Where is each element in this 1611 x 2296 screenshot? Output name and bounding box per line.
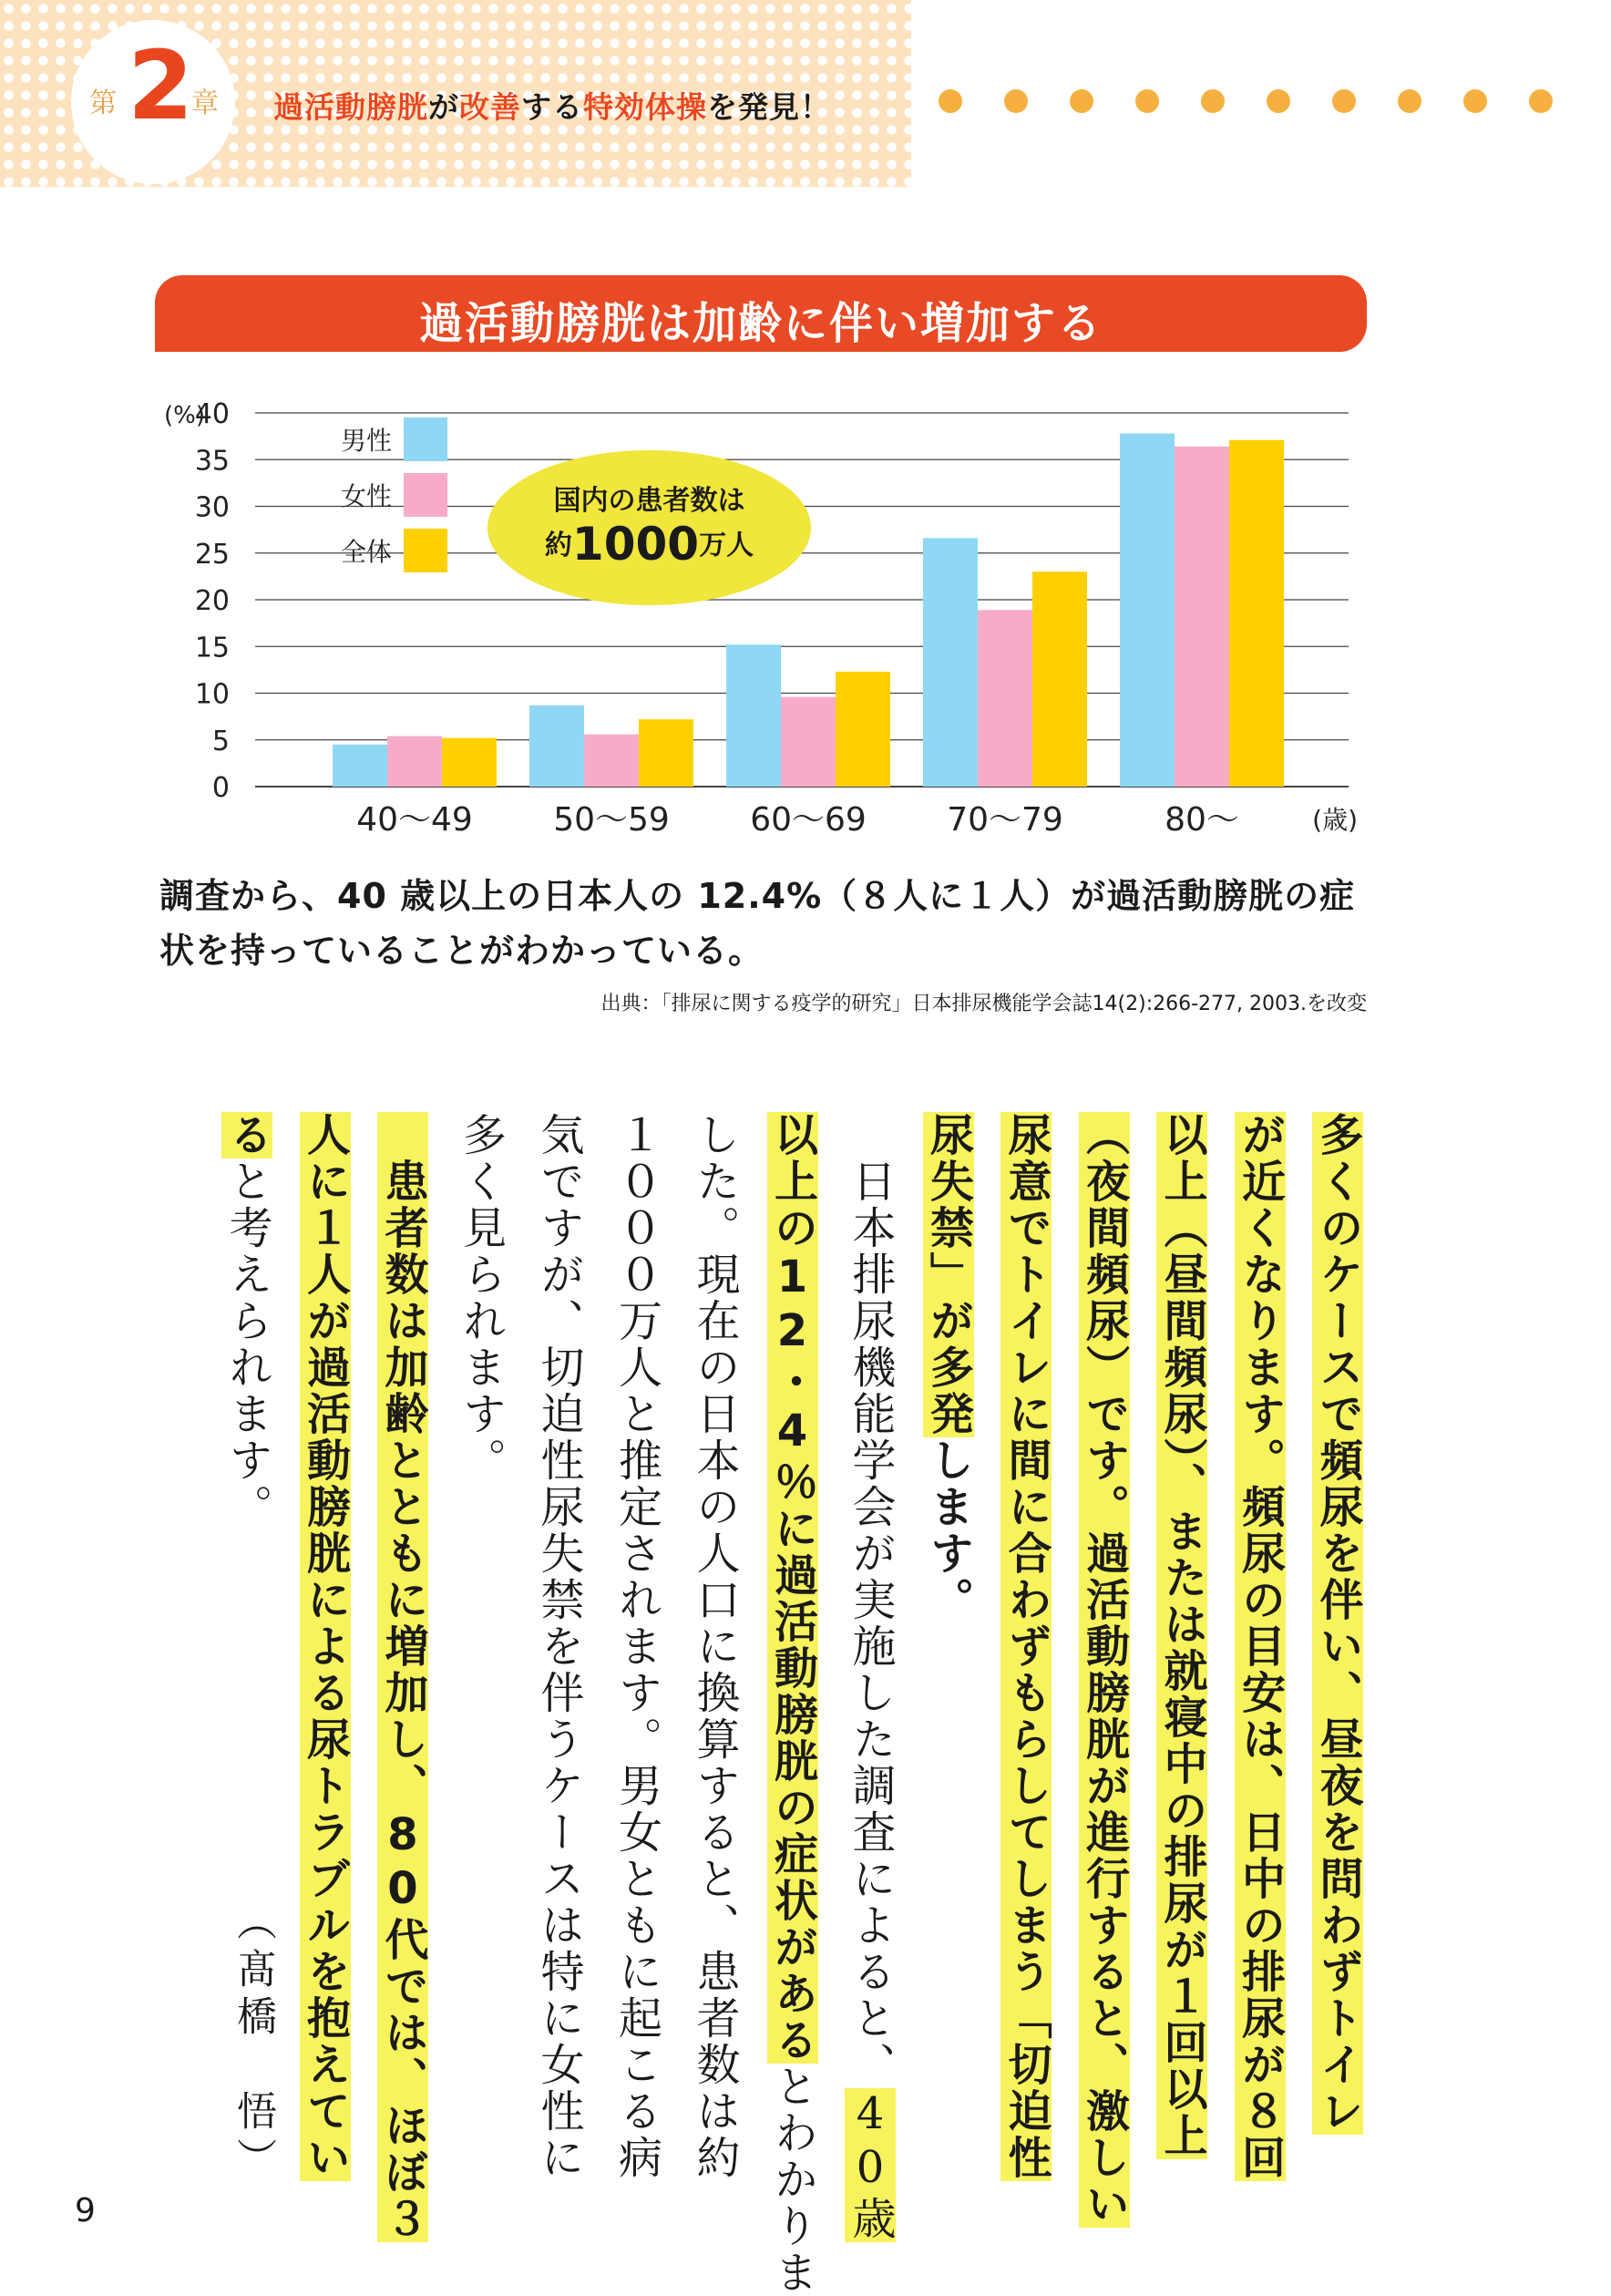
x-tick-label: 80〜 [1165, 801, 1239, 839]
bar-女性-60〜69 [781, 697, 836, 787]
y-tick-label: 5 [211, 725, 230, 757]
bar-全体-50〜59 [639, 719, 693, 787]
legend-swatch-全体 [404, 529, 447, 572]
legend-label: 男性 [340, 426, 392, 456]
y-tick-label: 15 [194, 632, 230, 664]
x-axis-unit: (歳) [1312, 805, 1358, 835]
author-credit: （髙橋 悟） [230, 1900, 276, 2185]
body-column [923, 1112, 974, 2206]
body-text-segment: 日本排尿機能学会が実施した調査によると、 [845, 1112, 896, 2088]
bar-男性-50〜59 [529, 705, 584, 787]
body-column [1078, 1112, 1130, 2228]
highlighted-text: （夜間頻尿）です。過活動膀胱が進行すると、激しい [1078, 1112, 1130, 2228]
y-axis-unit: (%) [164, 402, 205, 429]
legend-label: 女性 [340, 481, 392, 511]
body-column [1235, 1112, 1286, 2206]
legend-label: 全体 [340, 537, 392, 567]
body-text-segment: １０００万人と推定されます。男女ともに起こる病 [611, 1112, 662, 2181]
bar-全体-40〜49 [442, 738, 497, 787]
chapter-suffix: 章 [191, 88, 219, 119]
bar-男性-60〜69 [726, 644, 781, 787]
y-tick-label: 25 [194, 538, 230, 571]
highlighted-text: 人に１人が過活動膀胱による尿トラブルを抱えてい [299, 1112, 351, 2181]
highlighted-text: 尿失禁」が多発 [922, 1112, 974, 1437]
body-column [689, 1112, 740, 2206]
chapter-title: 過活動膀胱が改善する特効体操を発見！ [273, 89, 831, 125]
body-column [1312, 1112, 1363, 2206]
body-column [300, 1112, 351, 2206]
y-tick-label: 30 [194, 491, 230, 524]
callout-line2: 約1000万人 [544, 518, 754, 571]
y-tick-label: 10 [194, 678, 230, 711]
highlighted-text: 以上の12・4％に過活動膀胱の症状がある [766, 1112, 818, 2064]
legend-swatch-男性 [404, 417, 447, 461]
body-column [1000, 1112, 1052, 2206]
body-text-segment: します。 [922, 1437, 974, 1623]
bar-男性-40〜49 [333, 745, 387, 787]
bar-女性-50〜59 [584, 735, 639, 787]
highlighted-text: 患者数は加齢とともに増加し、80代では、ほぼ３ [377, 1112, 428, 2242]
chart-caption-line1: 調査から、40 歳以上の日本人の 12.4%（８人に１人）が過活動膀胱の症 [159, 876, 1356, 916]
page-number: 9 [75, 2192, 96, 2229]
x-tick-label: 50〜59 [553, 801, 670, 839]
body-column [533, 1112, 584, 2206]
y-tick-label: 35 [194, 445, 230, 478]
y-tick-label: 40 [194, 398, 230, 430]
x-tick-label: 60〜69 [750, 801, 867, 839]
chapter-prefix: 第 [89, 88, 117, 119]
chart-caption-line2: 状を持っていることがわかっている。 [159, 931, 764, 971]
chapter-number: 2 [128, 30, 194, 141]
y-tick-label: 20 [194, 585, 230, 617]
highlighted-text: 多くのケースで頻尿を伴い、昼夜を問わずトイレ [1312, 1112, 1363, 2135]
body-text-segment: とわかりま [766, 2064, 818, 2296]
highlighted-text: る [221, 1112, 272, 1158]
body-text-segment: した。現在の日本の人口に換算すると、患者数は約 [689, 1112, 740, 2181]
source-citation: 出典：「排尿に関する疫学的研究」日本排尿機能学会誌14(2):266-277, 2003.を改変 [600, 993, 1367, 1015]
chart-title: 過活動膀胱は加齢に伴い増加する [418, 298, 1103, 349]
highlighted-text: 以上（昼間頻尿）、または就寝中の排尿が１回以上 [1156, 1112, 1207, 2159]
body-text-segment: 多く見られます。 [455, 1112, 507, 1484]
header-dots [939, 89, 1595, 117]
body-column [456, 1112, 507, 2206]
bar-全体-70〜79 [1032, 571, 1087, 787]
bar-男性-70〜79 [923, 538, 978, 787]
y-tick-label: 0 [211, 772, 230, 804]
body-column [845, 1112, 896, 2242]
body-text-segment: と考えられます。 [221, 1158, 272, 1530]
bar-全体-80〜 [1229, 440, 1284, 787]
highlighted-text: 40歳 [845, 2088, 896, 2242]
callout-line1: 国内の患者数は [553, 485, 745, 517]
bar-女性-40〜49 [387, 736, 442, 787]
body-column [377, 1112, 428, 2242]
bar-男性-80〜 [1120, 434, 1175, 787]
legend-swatch-女性 [404, 473, 447, 517]
x-tick-label: 70〜79 [947, 801, 1063, 839]
highlighted-text: 尿意でトイレに間に合わずもらしてしまう「切迫性 [1000, 1112, 1052, 2181]
body-column [766, 1112, 818, 2296]
bar-chart [146, 383, 1367, 839]
chart-title-banner [155, 275, 1367, 352]
bar-全体-60〜69 [836, 672, 890, 787]
bar-女性-70〜79 [978, 610, 1032, 787]
body-column [1156, 1112, 1207, 2206]
bar-女性-80〜 [1175, 447, 1229, 787]
highlighted-text: が近くなります。頻尿の目安は、日中の排尿が８回 [1234, 1112, 1286, 2181]
body-text-segment: 気ですが、切迫性尿失禁を伴うケースは特に女性に [533, 1112, 584, 2181]
x-tick-label: 40〜49 [356, 801, 473, 839]
body-column [611, 1112, 662, 2206]
patient-count-callout [487, 450, 811, 605]
